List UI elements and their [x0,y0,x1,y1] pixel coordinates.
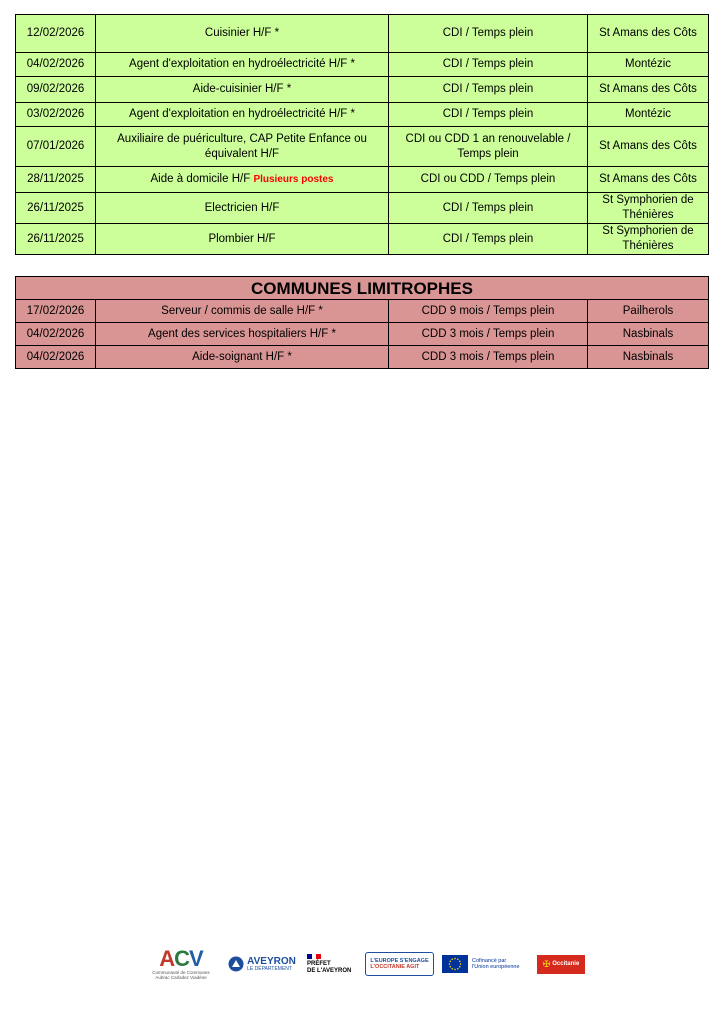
offer-contract: CDI ou CDD 1 an renouvelable / Temps plein [389,127,588,167]
offer-title [96,224,389,255]
occitan-cross-icon: ✠ [542,958,551,969]
job-offers-table [15,14,709,255]
offer-title-text: Electricien H/F [204,201,280,214]
offer-title-text: Aide à domicile H/F [150,173,251,185]
offer-location: St Amans des Côts [588,15,709,53]
offer-title-text: Cuisinier H/F * [204,27,280,39]
offer-location: St Symphorien de Thénières [588,224,709,255]
job-offer-row [16,224,709,255]
offer-date: 04/02/2026 [16,53,96,77]
offer-contract: CDI / Temps plein [389,77,588,103]
aveyron-logo: AVEYRON LE DÉPARTEMENT [222,944,302,984]
offer-location: Montézic [588,103,709,127]
offer-date: 17/02/2026 [16,300,96,323]
europe-occitanie-logo: L'EUROPE S'ENGAGE L'OCCITANIE AGIT [362,944,437,984]
offer-title-text: Agent d'exploitation en hydroélectricité H/F * [129,58,355,70]
offer-contract: CDD 3 mois / Temps plein [389,323,588,346]
offer-location: St Symphorien de Thénières [588,193,709,224]
acv-logo: ACV Communauté de Communes Aubrac Carladez Viadène [152,946,210,980]
offer-title-text: Plombier H/F [208,232,276,245]
offer-title: Serveur / commis de salle H/F * [96,300,389,323]
offer-title [96,127,389,167]
offer-contract: CDI / Temps plein [389,53,588,77]
offer-title [96,77,389,103]
offer-location: St Amans des Côts [588,77,709,103]
offer-contract: CDI / Temps plein [389,103,588,127]
neighbor-offer-row [16,346,709,369]
section-header-row [16,277,709,300]
offer-title [96,103,389,127]
offer-title-text: Auxiliaire de puériculture, CAP Petite Enfance ou équivalent H/F [117,132,367,160]
offer-date: 04/02/2026 [16,323,96,346]
occitanie-logo: ✠ Occitanie [536,944,586,984]
offer-date: 26/11/2025 [16,224,96,255]
offer-date: 12/02/2026 [16,15,96,53]
offer-contract: CDI / Temps plein [389,224,588,255]
offer-title [96,53,389,77]
offer-location: St Amans des Côts [588,167,709,193]
offer-contract: CDD 9 mois / Temps plein [389,300,588,323]
offer-date: 04/02/2026 [16,346,96,369]
offer-note: Plusieurs postes [253,174,334,185]
offer-date: 26/11/2025 [16,193,96,224]
offer-title-text: Agent d'exploitation en hydroélectricité H/F * [129,108,355,120]
neighbor-offer-row [16,300,709,323]
french-flag-icon [307,954,321,959]
offer-location: Nasbinals [588,346,709,369]
job-offer-row [16,103,709,127]
job-offer-row [16,53,709,77]
offer-contract: CDD 3 mois / Temps plein [389,346,588,369]
offer-date: 07/01/2026 [16,127,96,167]
offer-title [96,15,389,53]
job-offer-row [16,15,709,53]
partner-logos [150,944,590,984]
offer-contract: CDI / Temps plein [389,193,588,224]
offer-title [96,167,389,193]
offer-date: 28/11/2025 [16,167,96,193]
offer-location: Nasbinals [588,323,709,346]
section-title: COMMUNES LIMITROPHES [16,277,709,300]
eu-flag-icon [442,955,468,973]
job-offer-row [16,167,709,193]
offer-date: 09/02/2026 [16,77,96,103]
offer-title [96,193,389,224]
eu-cofunding-logo: Cofinancé par l'Union européenne [442,944,530,984]
offer-title: Aide-soignant H/F * [96,346,389,369]
neighboring-offers-table [15,276,709,369]
prefet-logo: PRÉFET DE L'AVEYRON [307,944,357,984]
job-offer-row [16,77,709,103]
offer-date: 03/02/2026 [16,103,96,127]
job-offer-row [16,127,709,167]
aveyron-emblem-icon [228,956,244,972]
offer-title: Agent des services hospitaliers H/F * [96,323,389,346]
offer-title-text: Aide-cuisinier H/F * [192,83,292,95]
offer-contract: CDI / Temps plein [389,15,588,53]
acv-logo-text: ACV [159,946,203,971]
job-offer-row [16,193,709,224]
offer-location: Montézic [588,53,709,77]
offer-location: Pailherols [588,300,709,323]
offer-contract: CDI ou CDD / Temps plein [389,167,588,193]
offer-location: St Amans des Côts [588,127,709,167]
neighbor-offer-row [16,323,709,346]
